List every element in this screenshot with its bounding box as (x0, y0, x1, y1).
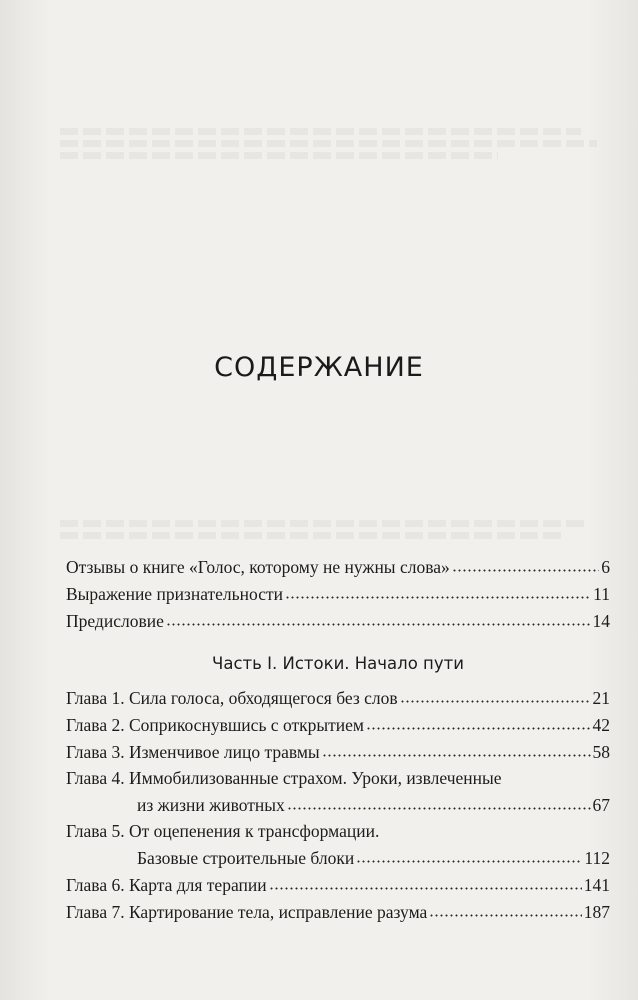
toc-page-number: 42 (592, 715, 610, 735)
chapter-prefix: Глава 7. (66, 902, 125, 922)
bleed-through-top (60, 128, 608, 164)
chapter-prefix: Глава 5. (66, 821, 125, 841)
dot-leader (287, 791, 591, 811)
chapter-prefix: Глава 1. (66, 688, 125, 708)
toc-entry-label: Сила голоса, обходящегося без слов (128, 688, 398, 708)
dot-leader (452, 553, 600, 573)
toc-page-number: 67 (592, 795, 610, 815)
toc-entry-label: Предисловие (66, 611, 164, 631)
dot-leader (166, 607, 591, 627)
toc-entry-label: Выражение признательности (66, 584, 283, 604)
toc-page-number: 141 (583, 875, 610, 895)
toc-entry-chapter-7[interactable] (66, 898, 610, 924)
toc-page-number: 6 (601, 557, 610, 577)
toc-entry-chapter-1[interactable] (66, 684, 610, 710)
toc-entry-chapter-2[interactable] (66, 711, 610, 737)
toc-entry-label: Изменчивое лицо травмы (128, 742, 320, 762)
toc-entry-reviews[interactable] (66, 553, 610, 579)
toc-page-number: 187 (583, 902, 610, 922)
toc-entry-label: Иммобилизованные страхом. Уроки, извлеченные (128, 768, 502, 788)
toc-page-number: 112 (584, 848, 610, 868)
dot-leader (269, 871, 582, 891)
chapter-prefix: Глава 2. (66, 715, 125, 735)
toc-entry-label: Отзывы о книге «Голос, которому не нужны слова» (66, 557, 450, 577)
dot-leader (429, 898, 581, 918)
part-heading: Часть I. Истоки. Начало пути (212, 654, 464, 673)
page-title: СОДЕРЖАНИЕ (214, 352, 424, 384)
toc-entry-chapter-6[interactable] (66, 871, 610, 897)
bleed-through-middle (60, 520, 608, 544)
toc-entry-preface[interactable] (66, 607, 610, 633)
dot-leader (356, 844, 582, 864)
toc-entry-label: Соприкоснувшись с открытием (128, 715, 364, 735)
toc-entry-label: От оцепенения к трансформации. (128, 821, 380, 841)
dot-leader (322, 738, 591, 758)
toc-entry-label: Картирование тела, исправление разума (128, 902, 428, 922)
toc-entry-chapter-4[interactable] (66, 765, 610, 818)
chapter-prefix: Глава 6. (66, 875, 125, 895)
toc-page-number: 14 (592, 611, 610, 631)
toc-page-number: 21 (592, 688, 610, 708)
toc-entry-label-continued: Базовые строительные блоки (137, 848, 355, 868)
toc-entry-acknowledgements[interactable] (66, 580, 610, 606)
chapter-prefix: Глава 4. (66, 768, 125, 788)
dot-leader (366, 711, 591, 731)
toc-entry-chapter-3[interactable] (66, 738, 610, 764)
toc-entry-chapter-5[interactable] (66, 818, 610, 871)
toc-entry-label-continued: из жизни животных (137, 795, 285, 815)
toc-page-number: 11 (593, 584, 610, 604)
chapter-prefix: Глава 3. (66, 742, 125, 762)
dot-leader (285, 580, 591, 600)
toc-page-number: 58 (592, 742, 610, 762)
toc-entry-label: Карта для терапии (128, 875, 267, 895)
dot-leader (400, 684, 591, 704)
